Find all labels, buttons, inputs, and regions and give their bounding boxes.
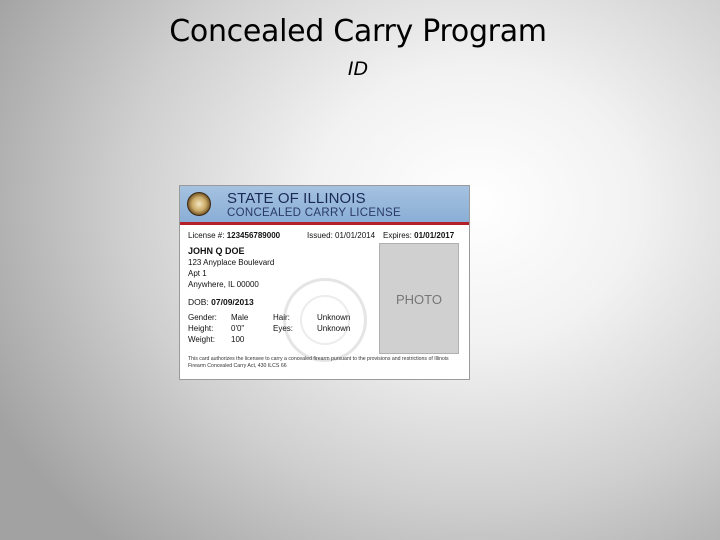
license-number-value: 123456789000 bbox=[226, 231, 281, 240]
dob-value: 07/09/2013 bbox=[211, 297, 254, 307]
height-label: Height: bbox=[188, 324, 214, 333]
weight-label: Weight: bbox=[188, 335, 215, 344]
issued-row bbox=[307, 231, 375, 240]
expires-label: Expires: bbox=[383, 231, 412, 240]
card-header bbox=[180, 186, 469, 222]
header-stripe bbox=[180, 222, 469, 225]
hair-label: Hair: bbox=[273, 313, 290, 322]
address-line-3: Anywhere, IL 00000 bbox=[188, 280, 259, 289]
holder-name: JOHN Q DOE bbox=[188, 246, 245, 256]
issued-label: Issued: bbox=[307, 231, 333, 240]
card-license-type: CONCEALED CARRY LICENSE bbox=[227, 207, 401, 219]
dob-label: DOB: bbox=[188, 297, 209, 307]
eyes-label: Eyes: bbox=[273, 324, 294, 333]
expires-value: 01/01/2017 bbox=[414, 231, 455, 240]
license-number-label: License #: bbox=[188, 231, 225, 240]
license-card bbox=[179, 185, 470, 380]
height-value: 0'0" bbox=[231, 324, 245, 333]
dob-row bbox=[188, 297, 254, 307]
weight-value: 100 bbox=[231, 335, 245, 344]
card-footnote: This card authorizes the licensee to carry a concealed firearm pursuant to the provisions and restrictions of Illinois Firearm Concealed Carry Act, 430 ILCS 66 bbox=[188, 356, 449, 369]
expires-row bbox=[383, 231, 454, 240]
license-number-row bbox=[188, 231, 280, 240]
eyes-value: Unknown bbox=[317, 324, 351, 333]
card-state-title: STATE OF ILLINOIS bbox=[227, 190, 366, 207]
hair-value: Unknown bbox=[317, 313, 351, 322]
address-line-2: Apt 1 bbox=[188, 269, 207, 278]
issued-value: 01/01/2014 bbox=[335, 231, 376, 240]
photo-label: PHOTO bbox=[396, 292, 442, 307]
state-seal-icon bbox=[187, 192, 211, 216]
photo-placeholder bbox=[379, 243, 459, 354]
address-line-1: 123 Anyplace Boulevard bbox=[188, 258, 275, 267]
gender-value: Male bbox=[231, 313, 249, 322]
slide-title: Concealed Carry Program bbox=[169, 14, 547, 49]
gender-label: Gender: bbox=[188, 313, 217, 322]
slide-subtitle: ID bbox=[347, 58, 369, 80]
